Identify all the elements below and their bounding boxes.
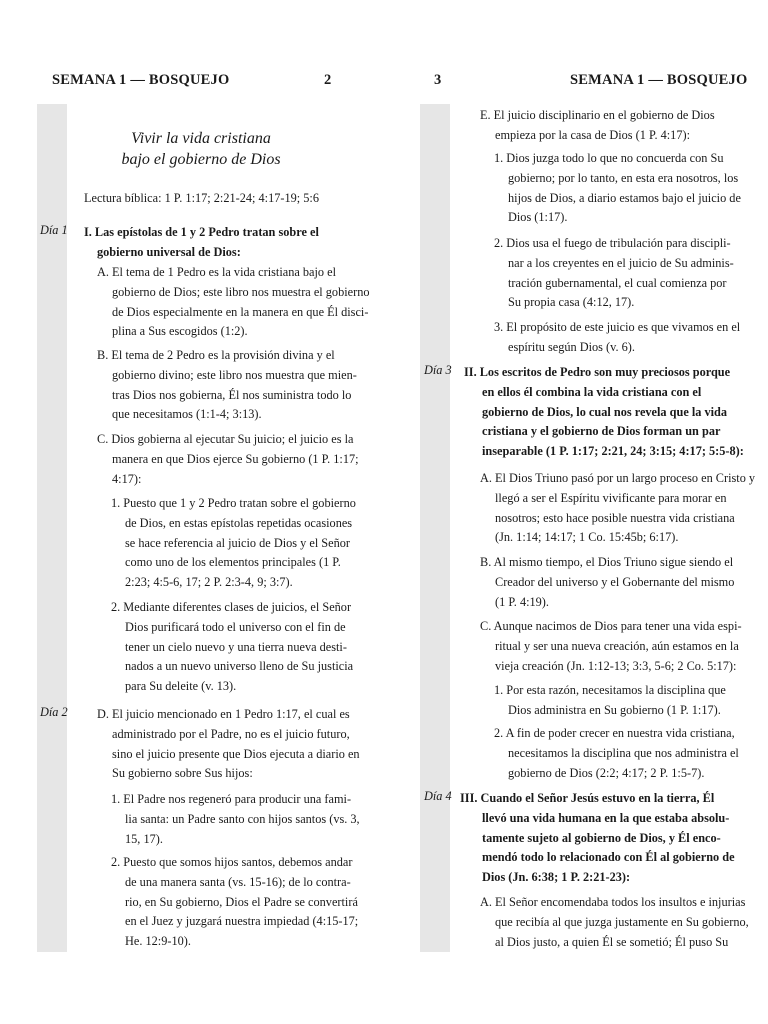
text-line: se hace referencia al juicio de Dios y el Señor <box>125 535 351 550</box>
text-line: He. 12:9-10). <box>125 934 191 949</box>
text-line: Creador del universo y el Gobernante del mismo <box>495 574 735 589</box>
subpoint-2 <box>111 853 358 952</box>
text-line: B. El tema de 2 Pedro es la provisión divina y el <box>97 348 335 362</box>
text-line: (1 P. 4:19). <box>495 594 549 609</box>
text-line: 2. Puesto que somos hijos santos, debemos andar <box>111 855 353 869</box>
subpoint-1 <box>111 790 360 849</box>
text-line: gobierno divino; este libro nos muestra que mien- <box>112 367 357 382</box>
point-A <box>480 893 749 952</box>
text-line: A. El tema de 1 Pedro es la vida cristiana bajo el <box>97 265 337 279</box>
point-B <box>480 553 734 612</box>
title-line: Vivir la vida cristiana <box>131 130 271 147</box>
point-A <box>97 263 370 342</box>
text-line: nados a un nuevo universo lleno de Su justicia <box>125 659 354 674</box>
section-II <box>464 363 744 462</box>
text-line: Su gobierno sobre Sus hijos: <box>112 766 253 781</box>
text-line: necesitamos la disciplina que nos administra el <box>508 745 739 760</box>
text-line: 1. El Padre nos regeneró para producir una fami- <box>111 792 352 806</box>
text-line: nosotros; esto hace posible nuestra vida cristiana <box>495 510 735 525</box>
subpoint-1 <box>494 681 726 721</box>
text-line: Dios (1:17). <box>508 210 568 225</box>
page-number: 2 <box>324 72 332 88</box>
text-line: como uno de los elementos principales (1 P. <box>125 555 341 570</box>
text-line: 1. Puesto que 1 y 2 Pedro tratan sobre el gobierno <box>111 496 356 510</box>
text-line: B. Al mismo tiempo, el Dios Triuno sigue siendo el <box>480 555 734 569</box>
day-label: Día 4 <box>424 789 452 803</box>
text-line: 15, 17). <box>125 831 163 846</box>
day-label: Día 3 <box>424 363 452 377</box>
text-line: al Dios justo, a quien Él se sometió; Él puso Su <box>495 934 729 949</box>
outline-title <box>68 128 334 170</box>
text-line: gobierno; por lo tanto, en esta era nosotros, los <box>508 170 739 185</box>
text-line: que necesitamos (1:1-4; 3:13). <box>112 407 262 422</box>
text-line: gobierno de Dios; este libro nos muestra el gobierno <box>112 284 370 299</box>
point-C <box>480 617 742 676</box>
text-line: plina a Sus escogidos (1:2). <box>112 324 248 339</box>
text-line: inseparable (1 P. 1:17; 2:21, 24; 3:15; 4:17; 5:5-8): <box>482 444 744 459</box>
text-line: para Su deleite (v. 13). <box>125 679 237 694</box>
subpoint-2 <box>111 598 353 697</box>
text-line: III. Cuando el Señor Jesús estuvo en la tierra, Él <box>460 791 715 805</box>
text-line: gobierno de Dios, lo cual nos revela que la vida <box>482 404 728 419</box>
text-line: cristiana y el gobierno de Dios forman un par <box>482 424 721 439</box>
text-line: C. Aunque nacimos de Dios para tener una vida espi- <box>480 619 742 633</box>
text-line: nar a los creyentes en el juicio de Su adminis- <box>508 255 734 270</box>
right-page <box>384 0 768 1024</box>
day-label: Día 1 <box>40 223 68 237</box>
text-line: llevó una vida humana en la que estaba absolu- <box>482 810 730 825</box>
text-line: espíritu según Dios (v. 6). <box>508 339 635 354</box>
text-line: A. El Señor encomendaba todos los insultos e injurias <box>480 895 746 909</box>
text-line: de Dios, en estas epístolas repetidas ocasiones <box>125 515 353 530</box>
text-line: lia santa: un Padre santo con hijos santos (vs. 3, <box>125 811 360 826</box>
text-line: A. El Dios Triuno pasó por un largo proceso en Cristo y <box>480 471 756 485</box>
point-C <box>97 430 359 489</box>
text-line: manera en que Dios ejerce Su gobierno (1 P. 1:17; <box>112 451 359 466</box>
text-line: que recibía al que juzga justamente en Su gobierno, <box>495 914 749 929</box>
text-line: C. Dios gobierna al ejecutar Su juicio; el juicio es la <box>97 432 354 446</box>
title-line: bajo el gobierno de Dios <box>121 151 281 168</box>
text-line: 3. El propósito de este juicio es que vivamos en el <box>494 320 741 334</box>
text-line: 4:17): <box>112 471 142 486</box>
subpoint-2 <box>494 724 739 783</box>
text-line: hijos de Dios, a diario estamos bajo el juicio de <box>508 190 741 205</box>
text-line: 1. Por esta razón, necesitamos la disciplina que <box>494 683 726 697</box>
text-line: E. El juicio disciplinario en el gobierno de Dios <box>480 108 715 122</box>
day-margin-bar <box>420 104 450 952</box>
text-line: tamente sujeto al gobierno de Dios, y Él enco- <box>482 830 721 845</box>
text-line: empieza por la casa de Dios (1 P. 4:17): <box>495 127 690 142</box>
page-number: 3 <box>434 72 442 88</box>
text-line: de Dios especialmente en la manera en que Él disci- <box>112 304 369 319</box>
text-line: en el Juez y juzgará nuestra impiedad (4:15-17; <box>125 914 359 929</box>
point-D <box>97 705 360 784</box>
text-line: II. Los escritos de Pedro son muy preciosos porque <box>464 365 731 379</box>
point-E <box>480 106 715 146</box>
text-line: 2. Mediante diferentes clases de juicios, el Señor <box>111 600 352 614</box>
day-label: Día 2 <box>40 705 68 719</box>
text-line: sino el juicio presente que Dios ejecuta a diario en <box>112 746 360 761</box>
text-line: Dios purificará todo el universo con el fin de <box>125 619 346 634</box>
text-line: vieja creación (Jn. 1:12-13; 3:3, 5-6; 2 Co. 5:17): <box>495 658 737 673</box>
text-line: rio, en Su gobierno, Dios el Padre se convertirá <box>125 894 358 909</box>
text-line: de una manera santa (vs. 15-16); de lo contra- <box>125 874 351 889</box>
text-line: tración gubernamental, el cual comienza por <box>508 275 727 290</box>
section-I <box>84 223 319 263</box>
text-line: administrado por el Padre, no es el juicio futuro, <box>112 726 350 741</box>
header-title: SEMANA 1 — BOSQUEJO <box>52 72 230 88</box>
text-line: llegó a ser el Espíritu vivificante para morar en <box>495 490 727 505</box>
text-line: Dios (Jn. 6:38; 1 P. 2:21-23): <box>482 870 631 885</box>
text-line: Su propia casa (4:12, 17). <box>508 295 635 310</box>
point-A <box>480 469 755 548</box>
text-line: tener un cielo nuevo y una tierra nueva desti- <box>125 639 347 654</box>
point-B <box>97 346 357 425</box>
subpoint-3 <box>494 318 740 358</box>
text-line: (Jn. 1:14; 14:17; 1 Co. 15:45b; 6:17). <box>495 530 679 545</box>
scripture-reading: Lectura bíblica: 1 P. 1:17; 2:21-24; 4:17-19; 5:6 <box>84 191 319 205</box>
text-line: 2. A fin de poder crecer en nuestra vida cristiana, <box>494 726 735 740</box>
text-line: 1. Dios juzga todo lo que no concuerda con Su <box>494 151 724 165</box>
text-line: ritual y ser una nueva creación, aún estamos en la <box>495 638 739 653</box>
subpoint-1 <box>111 494 356 593</box>
text-line: gobierno de Dios (2:2; 4:17; 2 P. 1:5-7). <box>508 765 705 780</box>
header-title: SEMANA 1 — BOSQUEJO <box>570 72 748 88</box>
subpoint-1 <box>494 149 741 228</box>
subpoint-2 <box>494 234 734 313</box>
text-line: 2:23; 4:5-6, 17; 2 P. 2:3-4, 9; 3:7). <box>125 575 293 590</box>
text-line: tras Dios nos gobierna, Él nos suministra todo lo <box>112 387 352 402</box>
text-line: Dios administra en Su gobierno (1 P. 1:17). <box>508 702 721 717</box>
text-line: I. Las epístolas de 1 y 2 Pedro tratan sobre el <box>84 225 319 239</box>
text-line: D. El juicio mencionado en 1 Pedro 1:17, el cual es <box>97 707 350 721</box>
text-line: en ellos él combina la vida cristiana con el <box>482 384 702 399</box>
text-line: mendó todo lo relacionado con Él al gobierno de <box>482 850 735 865</box>
text-line: 2. Dios usa el fuego de tribulación para discipli- <box>494 236 731 250</box>
section-III <box>460 789 735 888</box>
text-line: gobierno universal de Dios: <box>97 244 241 259</box>
